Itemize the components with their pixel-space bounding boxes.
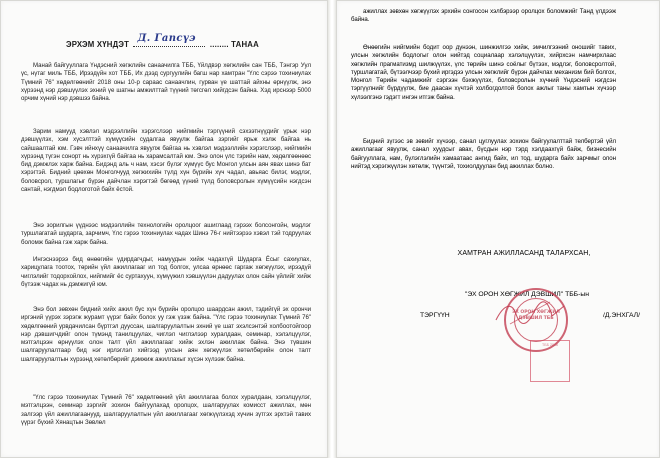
page-gap — [328, 0, 336, 458]
recipient-name-line — [133, 33, 205, 47]
letter-paragraph: Бидний зүгээс эв зөвийг хүчээр, санал цуглуулах зохион байгуулалттай телбертэй үйл ажиллагааг явуулж, санал хуудсыг авах, бүсдын нэр тэрд хэлдаахгүй байж, бизнесийн байгууллага, нам, бүлэглэлийн хамаатаас ангид байх, ил тод, шударга байх зарчмыг олон нийтэд хэрэгжүүлэн хөтөлж, түүнтэй, тохиолдуулан бид ажиллах болно. — [351, 138, 616, 170]
salutation — [66, 33, 259, 49]
stamp-text: ЭХ ОРОН ХӨГЖИЛ ДЭВШИЛ ТББ — [512, 310, 560, 321]
closing-line: ХАМТРАН АЖИЛЛАСАНД ТАЛАРХСАН, — [457, 250, 591, 257]
director-name: /Д.ЭНХГАЛ/ — [603, 312, 640, 319]
letter-paragraph: Манай байгууллага Үндэсний хөгжлийн санаачилга ТББ, Үйлдвэр хөгжлийн сан ТББ, Тэнгэр Уул үс, нүтаг миль ТББ, Ирээдүйн хот ТББ, Их дээд сургуулийн багш нар хамтран "Үлс сэрээ тохиниулах Түмний 76" хөдөлгөөнийг 2018 оны 10-р сараас санаачлин, гурван үе шаттай айхны өрнүүлж, энэ хүрээнд нэр дэвшүүлэх эхний үе шатны амжилттай түүний төгсгөл хийгдсэн байна. Хэд ирснээр 5000 орчим хүний нэр дэвшээ байна. — [21, 62, 311, 103]
letter-paragraph: Энэ бол зөвхөн бидний хийх ажил бус хүн бүрийн оролцоо шаардсан ажил, тэдийгүй эх орончи иргэний үүрэх зэрэгж журамт үүрэг байх болох уу гэж үзэж байна. "Үлс гэрээ тохиниулах Түмний 76" хөдөлгөөний урвдачилсан бүртгэл дууссан, шалгаруулалтын эхний үе шат эхэлсэнтэй холбоотойгоор нэр дэвшигчдийг олон түмэнд танилцуулах, чиглэл чиглэлээр хуралдаан, семинар, хэлэлцүүлэг, мэтгэлцээн өрнүүлэх олон талт үйл ажиллагааг хийж эхлэн ажиллаж байна. Энэ түвшин шалгаруулалтаар бид нэг ирлэглэл хийгээд улсын аян хөгжүүлэх хөтөлбөрийн олон талт шалгаруулалтын хүрээнд хөтөлбөрийг дэмжиж ажиллахыг хүсэн хүлээж байна. — [21, 306, 311, 363]
square-stamp: ТББ 2018 — [530, 340, 570, 382]
letter-page-left — [0, 0, 328, 458]
company-name: "ЭХ ОРОН ХӨГЖИЛ ДЭВШИЛ" ТББ-ын — [464, 291, 590, 298]
director-title: ТЭРГҮҮН — [420, 312, 450, 319]
letter-paragraph: Зарим намууд хэвлэл мэдээллийн хэрэгслээр нийгмийн тэргүүний сэхээтнүүдийг үрьж нэр дэвшүүлэх, хэм хүсэлттэй хүмүүсийн судалгаа явуулж байгаа зэргийг ярьж хэлж байгаа нь сайшаалтай юм. Гэвч ийнхүү санаачилга явуулж байгаа нь хэвлэл мэдээллийн хэрэгслээр, нийгмийн хүрээнд түгэн сонорт нь хүрэхгүй байгаа нь харамсалтай юм. Энэ олон үлс тэрийн нам, хөдөлгөөнөөс бид дэмжлэх харж байна. Бидэнд аль ч нам, хэсэг бүлэг хүмүүс бус Монгол улсын аян явах шинэ бат хэрэгтэй. Бидний цөөхөн Монголчууд хөгжихийн түлд хүн бүрийн хүч чадал, авьяас билэг, мэдлэг, боловсрол, туршлагыг бүрэн дайчлан хэрэгтэй бөгөөд үүний түлд боловсролын хүмүүсийн нэгдсэн сантай, нэгдмэл бодлоготой байх ёстой. — [21, 128, 311, 194]
letter-paragraph: "Үлс гэрээ тохиниулах Түмний 76" хөдөлгөөний үйл ажиллагаа болох хуралдаан, хэлэлцүүлэг, мэтгэлцээн, семинар зэргийг зохион байгуулахад оролцох, шалгаруулах комисст ажиллах, мөн залгээр үйл ажиллагаанууд, шалгаруулалтын үйл ажиллагааг хөгжүүлэхэд хүчин зүтгэх эрхтэй тавих үүрэг бүхий Хянацтын Зөвлөл — [21, 394, 311, 426]
handwritten-signature — [490, 294, 570, 334]
letter-paragraph: Өнөөгийн нийгмийн бодит оор дүнээн, шинжилгээ хийж, эмчилгээний оношийг тавих, улсын хөгжлийн бодлогыг олон нийтэд социалаар хэлэлцүүлэх, хийрхсэн намчирхлаас хөгжлийн прагматизмд шилжүүлэх, үлс төрийн шинэ соёлыг бүтээх, мэдлэг, боловсролтой, туршлагатай, бүтээлчээр бүхий иргэдээ улсын хөгжлийг бүрэн дайчлах механизм бий болгох, Монгол Төрийн чадамжийг сэргээн бэхжүүлэх, боловсролын хүчний Үндэсний нэгдсэн тэргүүлнийг бүрдүүлж, бие даасан хүчтэй холбогдолтой болох ажлыг таны хамтын хүчээр хүлээлгэнэ гэдэгт ингэн итгэж байна. — [351, 44, 616, 101]
letter-paragraph: Энэ зорилгын үүднээс мэдээллийн технологийн оролцоог ашиглаад гэрээх болсонгойн, мэдлэг туршлагатай шударга, зарчимч, Үлс гэрээ тохиниулах чадах Шинэ 76-г нийтээрээ хэвэл тэй тодруулах боломж байна гэж харж байна. — [21, 222, 311, 246]
handwritten-recipient-name: Д. Гапсүэ — [137, 33, 196, 44]
letter-paragraph: Ингэснээрээ бид өнөөгийн үдирдагчдыг, намуудын хийж чадахгүй Шударга Ёсыг сахиулах, харицулага тоотох, төрийн үйл ажиллагааг ил тод болгох, улсаа өрнөөс гаргаж хөгжүүлэх, ирээдүй чиглэлийг тодорхойлох, нийгмийг ёс суртахуун, хүмүүжил хэвшүүлэн дадуулах олон сайн үйлийг хийж бүтээж чадах нь дэмжигүй юм. — [21, 256, 311, 288]
salutation-suffix: ........ ТАНАА — [209, 40, 259, 49]
letter-paragraph: ажиллах зөвхөн хөгжүүлэх эрхийн сонгосон хэлбэрээр оролцох боломжийг Танд үлдээж байна. — [351, 8, 616, 24]
salutation-prefix: ЭРХЭМ ХҮНДЭТ — [66, 40, 130, 49]
